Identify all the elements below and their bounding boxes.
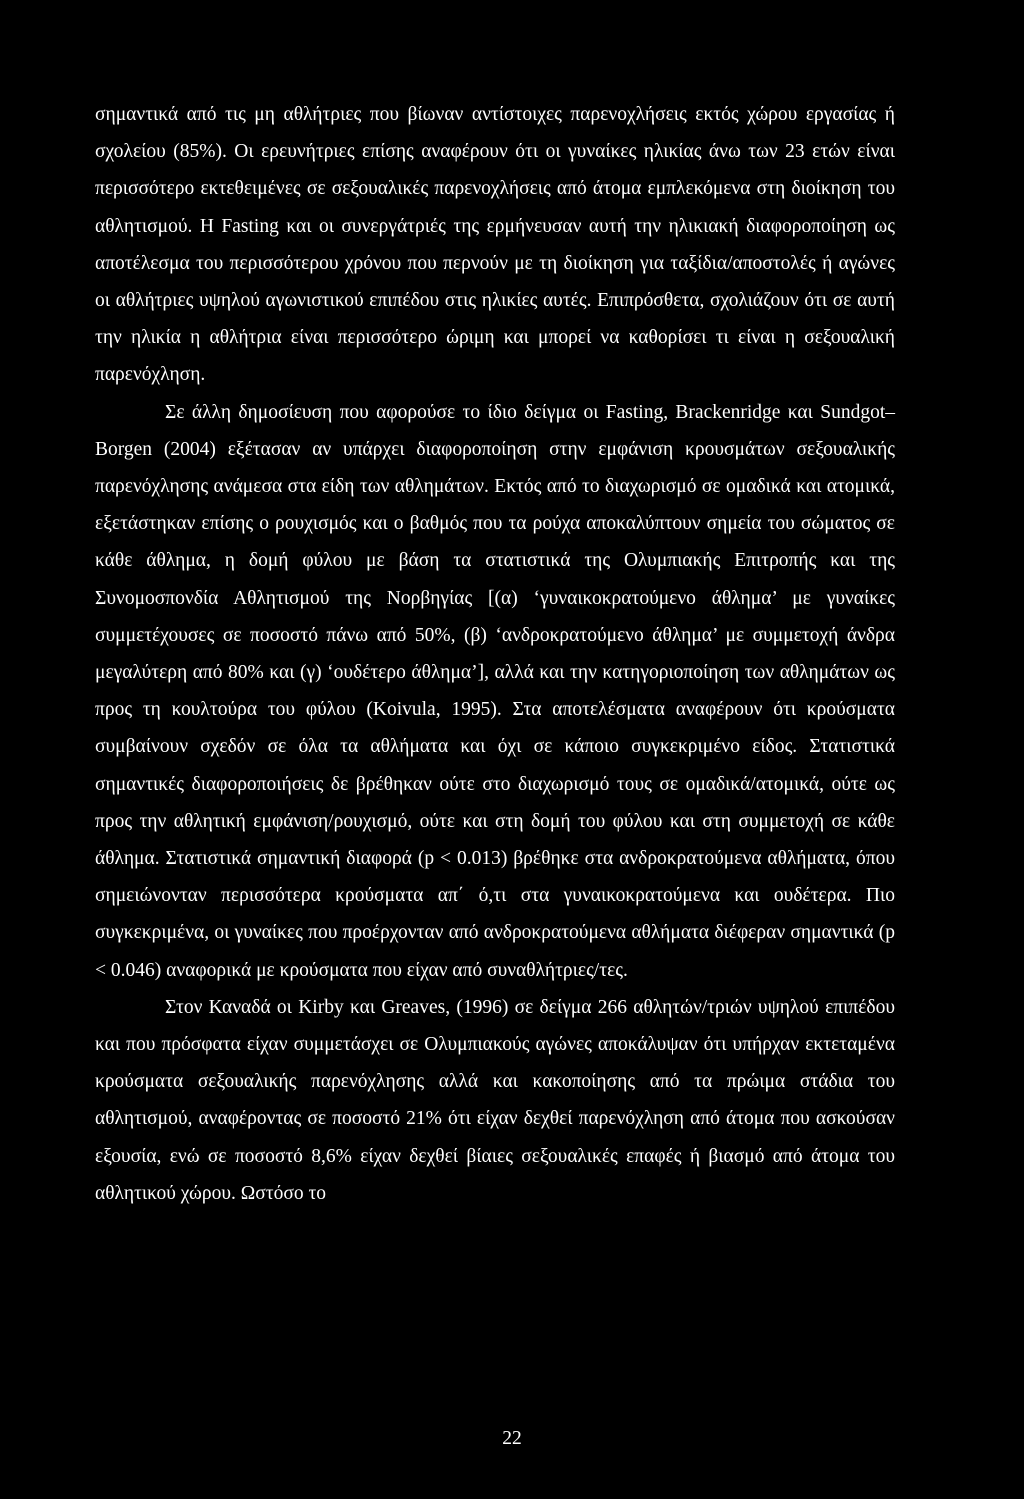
paragraph-3: Στον Καναδά οι Kirby και Greaves, (1996) σε δείγμα 266 αθλητών/τριών υψηλού επιπέδου και που πρόσφατα είχαν συμμετάσχει σε Ολυμπιακούς αγώνες αποκάλυψαν ότι υπήρχαν εκτεταμένα κρούσματα σεξουαλικής παρενόχλησης αλλά και κακοποίησης από τα πρώιμα στάδια του αθλητισμού, αναφέροντας σε ποσοστό 21% ότι είχαν δεχθεί παρενόχληση από άτομα που ασκούσαν εξουσία, ενώ σε ποσοστό 8,6% είχαν δεχθεί βίαιες σεξουαλικές επαφές ή βιασμό από άτομα του αθλητικού χώρου. Ωστόσο το [95,996,895,1204]
body-text [95,96,895,1212]
page-number: 22 [502,1428,522,1449]
paragraph-1: σημαντικά από τις μη αθλήτριες που βίωναν αντίστοιχες παρενοχλήσεις εκτός χώρου εργασίας ή σχολείου (85%). Οι ερευνήτριες επίσης αναφέρουν ότι οι γυναίκες ηλικίας άνω των 23 ετών είναι περισσότερο εκτεθειμένες σε σεξουαλικές παρενοχλήσεις από άτομα εμπλεκόμενα στη διοίκηση του αθλητισμού. Η Fasting και οι συνεργάτριές της ερμήνευσαν αυτή την ηλικιακή διαφοροποίηση ως αποτέλεσμα του περισσότερου χρόνου που περνούν με τη διοίκηση για ταξίδια/αποστολές ή αγώνες οι αθλήτριες υψηλού αγωνιστικού επιπέδου στις ηλικίες αυτές. Επιπρόσθετα, σχολιάζουν ότι σε αυτή την ηλικία η αθλήτρια είναι περισσότερο ώριμη και μπορεί να καθορίσει τι είναι η σεξουαλική παρενόχληση. [95,104,895,386]
paragraph-2: Σε άλλη δημοσίευση που αφορούσε το ίδιο δείγμα οι Fasting, Brackenridge και Sundgot–Borgen (2004) εξέτασαν αν υπάρχει διαφοροποίηση στην εμφάνιση κρουσμάτων σεξουαλικής παρενόχλησης ανάμεσα στα είδη των αθλημάτων. Εκτός από το διαχωρισμό σε ομαδικά και ατομικά, εξετάστηκαν επίσης ο ρουχισμός και ο βαθμός που τα ρούχα αποκαλύπτουν σημεία του σώματος σε κάθε άθλημα, η δομή φύλου με βάση τα στατιστικά της Ολυμπιακής Επιτροπής και της Συνομοσπονδία Αθλητισμού της Νορβηγίας [(α) ‘γυναικοκρατούμενο άθλημα’ με γυναίκες συμμετέχουσες σε ποσοστό πάνω από 50%, (β) ‘ανδροκρατούμενο άθλημα’ με συμμετοχή άνδρα μεγαλύτερη από 80% και (γ) ‘ουδέτερο άθλημα’], αλλά και την κατηγοριοποίηση των αθλημάτων ως προς τη κουλτούρα του φύλου (Koivula, 1995). Στα αποτελέσματα αναφέρουν ότι κρούσματα συμβαίνουν σχεδόν σε όλα τα αθλήματα και όχι σε κάποιο συγκεκριμένο είδος. Στατιστικά σημαντικές διαφοροποιήσεις δε βρέθηκαν ούτε στο διαχωρισμό τους σε ομαδικά/ατομικά, ούτε ως προς την αθλητική εμφάνιση/ρουχισμό, ούτε και στη δομή του φύλου και στη συμμετοχή σε κάθε άθλημα. Στατιστικά σημαντική διαφορά (p < 0.013) βρέθηκε στα ανδροκρατούμενα αθλήματα, όπου σημειώνονταν περισσότερα κρούσματα απ΄ ό,τι στα γυναικοκρατούμενα και ουδέτερα. Πιο συγκεκριμένα, οι γυναίκες που προέρχονταν από ανδροκρατούμενα αθλήματα διέφεραν σημαντικά (p < 0.046) αναφορικά με κρούσματα που είχαν από συναθλήτριες/τες. [95,401,895,981]
